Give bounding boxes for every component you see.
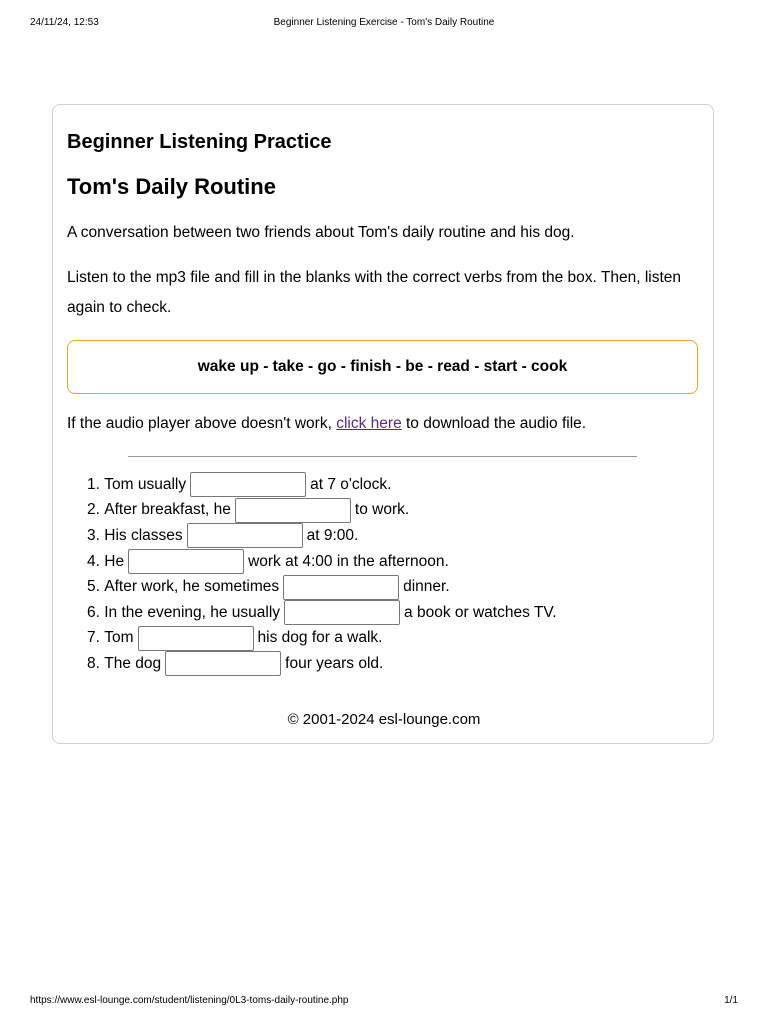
verb-list: wake up - take - go - finish - be - read - start - cook <box>197 358 568 375</box>
question-item <box>87 651 557 677</box>
question-text-before: After work, he sometimes <box>104 578 280 596</box>
answer-input[interactable] <box>283 575 399 600</box>
instructions-text: Listen to the mp3 file and fill in the blanks with the correct verbs from the box. Then, listen again to check. <box>67 269 681 316</box>
answer-input[interactable] <box>128 549 244 574</box>
answer-input[interactable] <box>165 651 281 676</box>
question-text-after: four years old. <box>285 654 384 672</box>
question-text-after: at 7 o'clock. <box>310 475 392 493</box>
intro-text: A conversation between two friends about Tom's daily routine and his dog. <box>67 224 575 241</box>
question-text-before: Tom usually <box>104 475 187 493</box>
page-subtitle: Beginner Listening Practice <box>67 131 332 153</box>
question-text-before: After breakfast, he <box>104 501 231 519</box>
question-text-before: He <box>104 552 125 570</box>
question-text-before: Tom <box>104 629 134 647</box>
page-title: Tom's Daily Routine <box>67 174 276 199</box>
question-number: 3. <box>87 526 100 544</box>
answer-input[interactable] <box>284 600 400 625</box>
answer-input[interactable] <box>187 523 303 548</box>
question-item <box>87 626 557 652</box>
print-url: https://www.esl-lounge.com/student/listening/0L3-toms-daily-routine.php <box>30 995 349 1006</box>
answer-input[interactable] <box>190 472 306 497</box>
question-number: 8. <box>87 654 100 672</box>
print-datetime: 24/11/24, 12:53 <box>30 17 99 28</box>
question-item <box>87 523 557 549</box>
question-text-after: his dog for a walk. <box>257 629 383 647</box>
question-text-after: a book or watches TV. <box>404 603 557 621</box>
question-text-after: dinner. <box>403 578 450 596</box>
question-text-before: His classes <box>104 526 183 544</box>
answer-input[interactable] <box>235 498 351 523</box>
answer-input[interactable] <box>138 626 254 651</box>
copyright: © 2001-2024 esl-lounge.com <box>287 711 481 728</box>
question-number: 6. <box>87 603 100 621</box>
verb-box <box>67 340 698 394</box>
question-number: 1. <box>87 475 100 493</box>
print-footer <box>30 995 738 1009</box>
question-number: 7. <box>87 629 100 647</box>
print-page-number: 1/1 <box>724 995 738 1006</box>
question-text-after: to work. <box>354 501 410 519</box>
question-text-after: at 9:00. <box>306 526 359 544</box>
question-item <box>87 549 557 575</box>
question-text-before: The dog <box>104 654 162 672</box>
audio-note-after: to download the audio file. <box>401 415 587 432</box>
print-doc-title: Beginner Listening Exercise - Tom's Daily Routine <box>273 17 495 28</box>
question-item <box>87 498 557 524</box>
audio-note-before: If the audio player above doesn't work, <box>67 415 337 432</box>
question-number: 4. <box>87 552 100 570</box>
question-item <box>87 472 557 498</box>
question-number: 5. <box>87 578 100 596</box>
question-item <box>87 574 557 600</box>
audio-note <box>67 415 586 433</box>
question-text-after: work at 4:00 in the afternoon. <box>248 552 449 570</box>
question-text-before: In the evening, he usually <box>104 603 281 621</box>
question-number: 2. <box>87 501 100 519</box>
divider <box>128 456 637 457</box>
print-header <box>30 17 738 31</box>
question-item <box>87 600 557 626</box>
question-list <box>87 472 557 677</box>
download-audio-link[interactable]: click here <box>336 415 402 432</box>
